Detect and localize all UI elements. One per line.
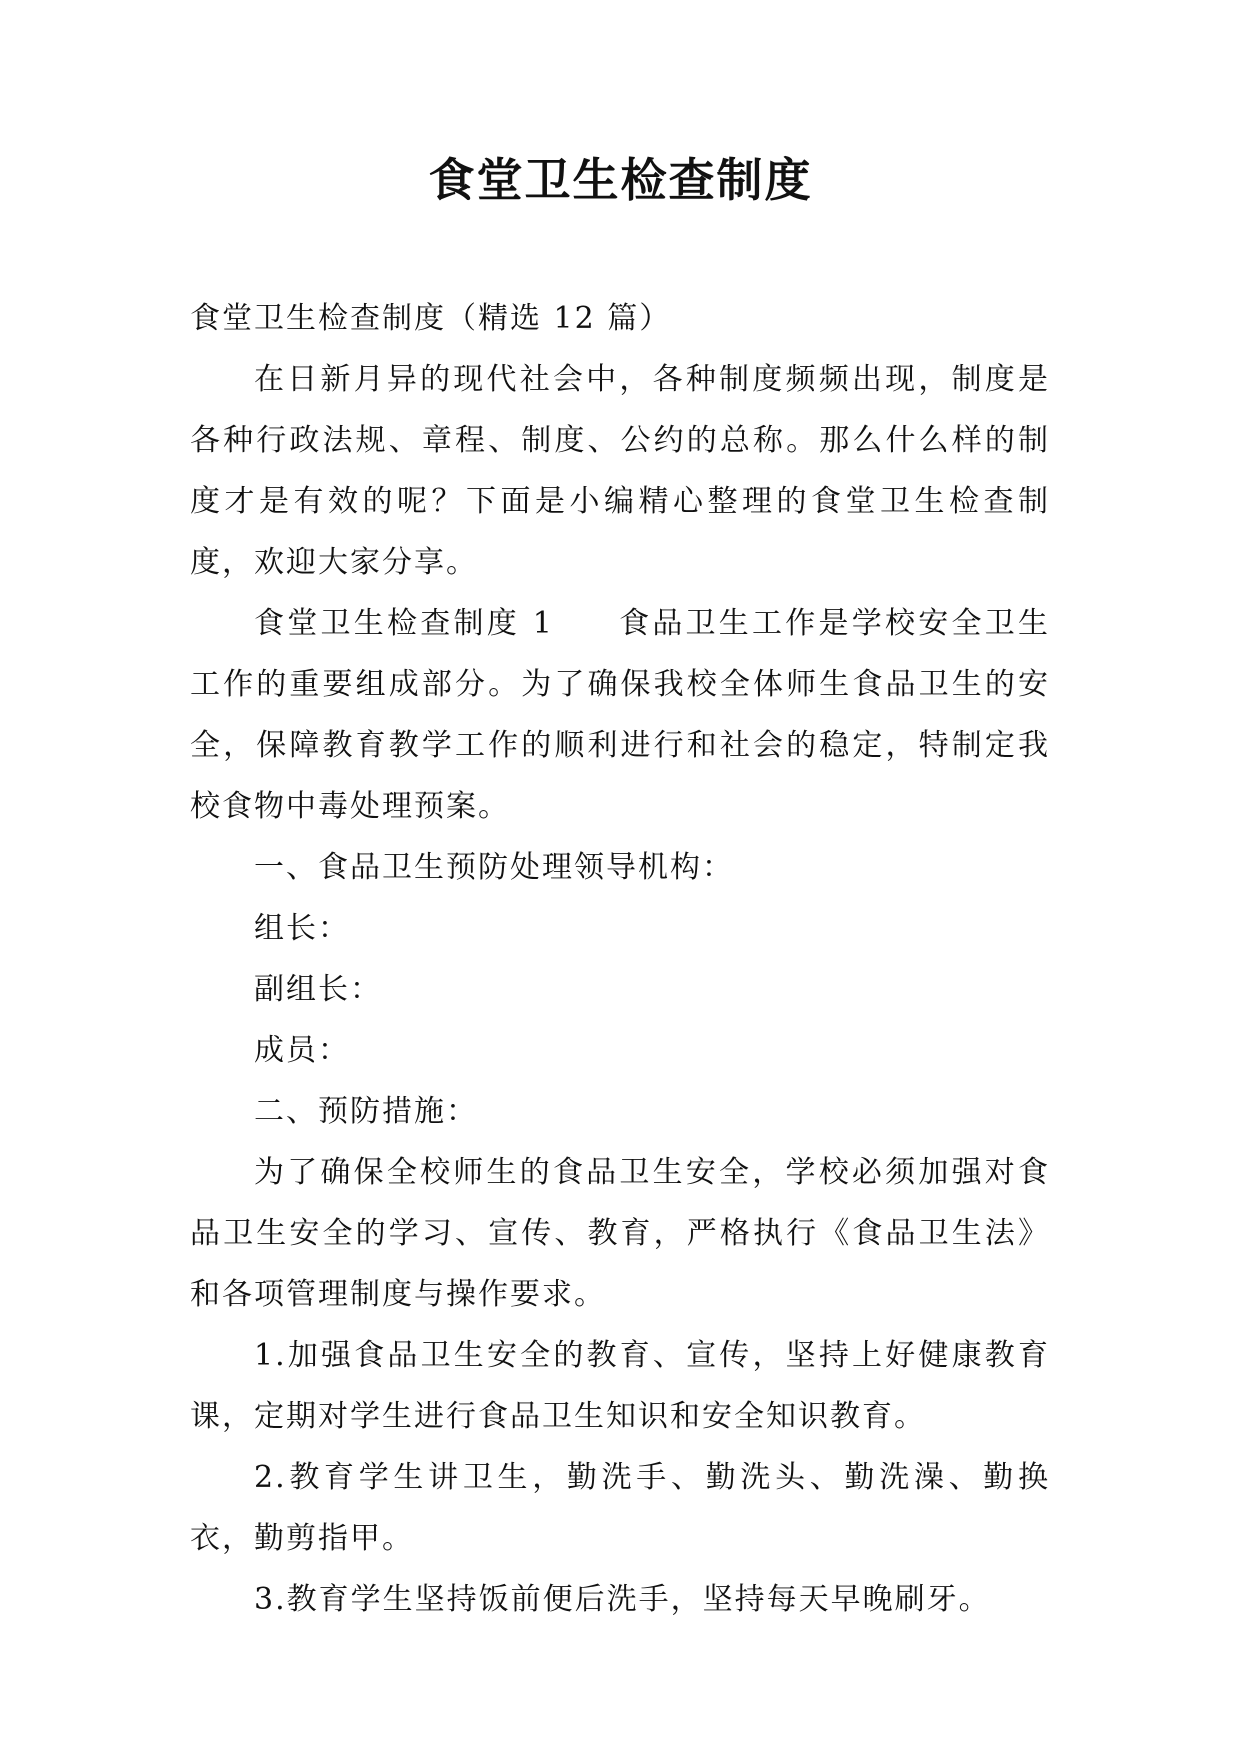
section1-paragraph [190,593,1050,837]
document-title: 食堂卫生检查制度 [428,153,813,207]
part2-title: 二、预防措施： [254,1094,478,1129]
leader-line: 组长： [254,911,350,946]
intro-paragraph: 在日新月异的现代社会中，各种制度频频出现，制度是各种行政法规、章程、制度、公约的总称。那么什么样的制度才是有效的呢？下面是小编精心整理的食堂卫生检查制度，欢迎大家分享。 [190,362,1050,580]
part1-title: 一、食品卫生预防处理领导机构： [254,850,734,885]
deputy-leader-line: 副组长： [254,972,382,1007]
measure-item-1: 1.加强食品卫生安全的教育、宣传，坚持上好健康教育课，定期对学生进行食品卫生知识和安全知识教育。 [190,1338,1050,1434]
measure-item-2: 2.教育学生讲卫生，勤洗手、勤洗头、勤洗澡、勤换衣，勤剪指甲。 [190,1460,1050,1556]
section1-heading: 食堂卫生检查制度 1 [254,606,554,641]
members-line: 成员： [254,1033,350,1068]
section1-text: 食品卫生工作是学校安全卫生工作的重要组成部分。为了确保我校全体师生食品卫生的安全，保障教育教学工作的顺利进行和社会的稳定，特制定我校食物中毒处理预案。 [190,606,1051,824]
measures-intro-paragraph: 为了确保全校师生的食品卫生安全，学校必须加强对食品卫生安全的学习、宣传、教育，严格执行《食品卫生法》和各项管理制度与操作要求。 [190,1155,1050,1312]
document-subtitle: 食堂卫生检查制度（精选 12 篇） [190,301,672,336]
document-body [190,288,1050,1630]
measure-item-3: 3.教育学生坚持饭前便后洗手，坚持每天早晚刷牙。 [254,1582,991,1617]
